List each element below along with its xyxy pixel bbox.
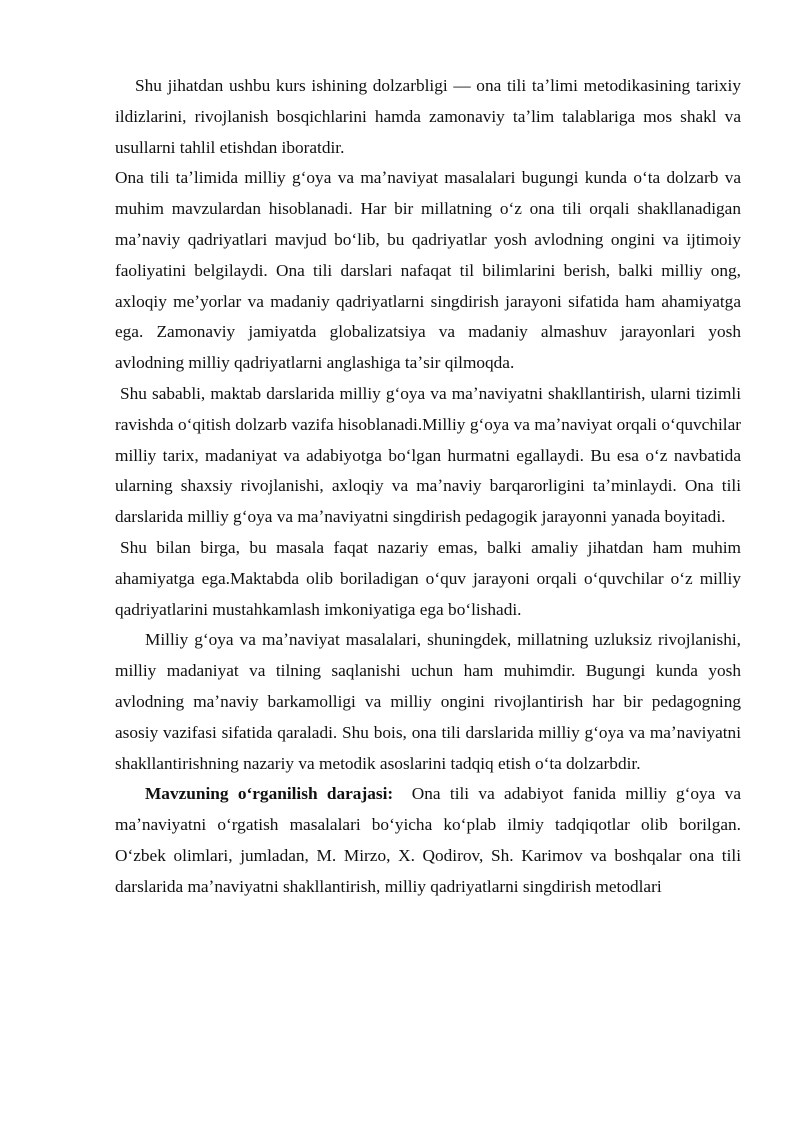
paragraph-text: Shu jihatdan ushbu kurs ishining dolzarbligi — ona tili taʼlimi metodikasining tarixiy ildizlarini, rivojlanish bosqichlarini hamda zamonaviy taʼlim talablariga mos shakl va usullarni tahlil etishdan iboratdir. bbox=[115, 76, 741, 157]
paragraph-text: Ona tili va adabiyot fanida milliy gʻoya va maʼnaviyatni oʻrgatish masalalari boʻyicha koʻplab ilmiy tadqiqotlar olib borilgan. Oʻzbek olimlari, jumladan, M. Mirzo, X. Qodirov, Sh. Karimov va boshqalar ona tili darslarida maʼnaviyatni shakllantirish, milliy qadriyatlarni singdirish metodlari bbox=[115, 784, 741, 896]
paragraph-study-degree bbox=[115, 779, 741, 902]
paragraph-school-lessons bbox=[115, 379, 741, 533]
section-heading: Mavzuning oʻrganilish darajasi: bbox=[145, 784, 394, 804]
paragraph-practical-importance bbox=[115, 533, 741, 625]
document-page bbox=[115, 71, 741, 903]
paragraph-text: Shu sababli, maktab darslarida milliy gʻoya va maʼnaviyatni shakllantirish, ularni tizimli ravishda oʻqitish dolzarb vazifa hisoblanadi.Milliy gʻoya va maʼnaviyat orqali oʻquvchilar milliy tarix, madaniyat va adabiyotga boʻlgan hurmatni egallaydi. Bu esa oʻz navbatida ularning shaxsiy rivojlanishi, axloqiy va maʼnaviy barqarorligini taʼminlaydi. Ona tili darslarida milliy gʻoya va maʼnaviyatni singdirish pedagogik jarayonni yanada boyitadi. bbox=[115, 383, 741, 527]
paragraph-text: Milliy gʻoya va maʼnaviyat masalalari, shuningdek, millatning uzluksiz rivojlanishi, milliy madaniyat va tilning saqlanishi uchun ham muhimdir. Bugungi kunda yosh avlodning maʼnaviy barkamolligi va milliy ongini rivojlantirish har bir pedagogning asosiy vazifasi sifatida qaraladi. Shu bois, ona tili darslarida milliy gʻoya va maʼnaviyatni shakllantirishning nazariy va metodik asoslarini tadqiq etish oʻta dolzarbdir. bbox=[115, 630, 741, 773]
paragraph-text: Shu bilan birga, bu masala faqat nazariy emas, balki amaliy jihatdan ham muhim ahamiyatga ega.Maktabda olib boriladigan oʻquv jarayoni orqali oʻquvchilar oʻz milliy qadriyatlarini mustahkamlash imkoniyatiga ega boʻlishadi. bbox=[115, 537, 741, 619]
paragraph-text: Ona tili taʼlimida milliy gʻoya va maʼnaviyat masalalari bugungi kunda oʻta dolzarb va muhim mavzulardan hisoblanadi. Har bir millatning oʻz ona tili orqali shakllanadigan maʼnaviy qadriyatlari mavjud boʻlib, bu qadriyatlar yosh avlodning ongini va ijtimoiy faoliyatini belgilaydi. Ona tili darslari nafaqat til bilimlarini berish, balki milliy ong, axloqiy meʼyorlar va madaniy qadriyatlarni singdirish jarayoni sifatida ham ahamiyatga ega. Zamonaviy jamiyatda globalizatsiya va madaniy almashuv jarayonlari yosh avlodning milliy qadriyatlarni anglashiga taʼsir qilmoqda. bbox=[115, 168, 741, 373]
paragraph-national-idea bbox=[115, 163, 741, 379]
paragraph-relevance bbox=[115, 71, 741, 163]
paragraph-continuous-development bbox=[115, 625, 741, 779]
